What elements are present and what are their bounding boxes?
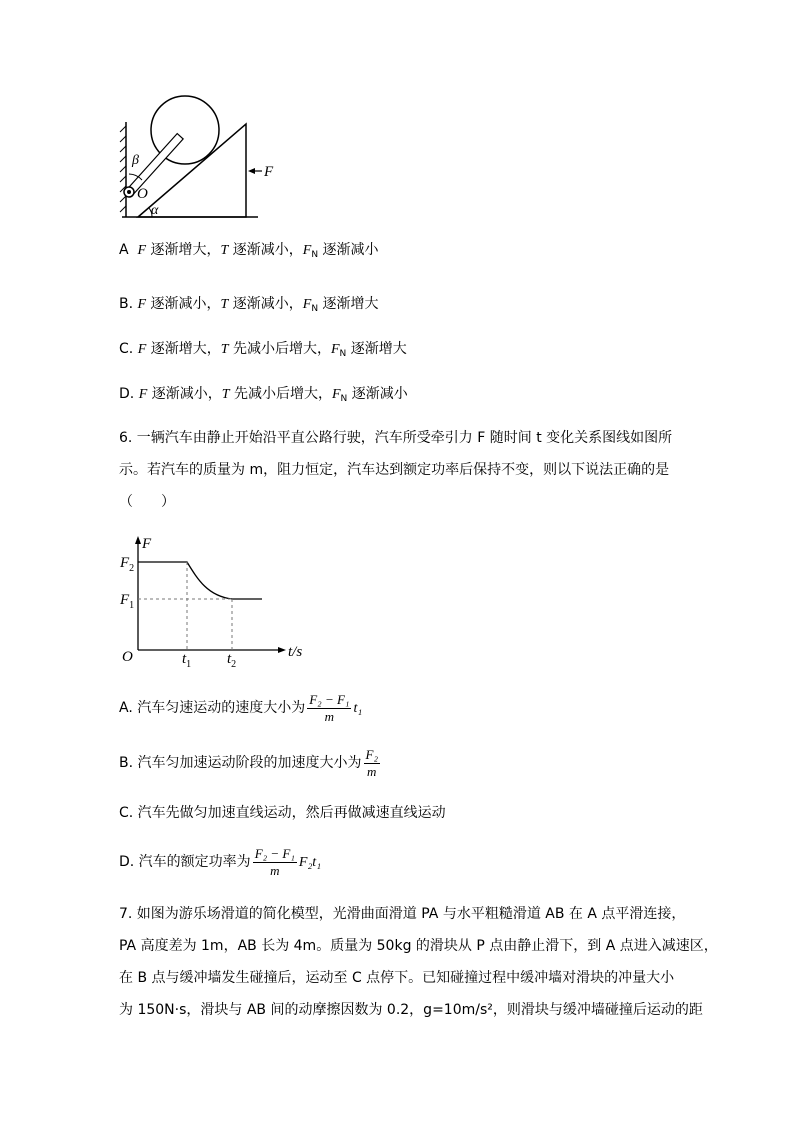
q6-option-b: B. 汽车匀加速运动阶段的加速度大小为 $\frac{\text{F₂}}{m}$ xyxy=(119,746,378,779)
q5-option-c: C. F 逐渐增大，T 先减小后增大，$F_N$ 逐渐增大 xyxy=(119,341,407,359)
q6-line-2: 示。若汽车的质量为 m，阻力恒定，汽车达到额定功率后保持不变，则以下说法正确的是 xyxy=(119,462,670,478)
force-curve xyxy=(138,562,262,599)
label-F: F xyxy=(264,164,274,180)
q6-line-3: （ ） xyxy=(119,494,175,510)
x-axis-arrow xyxy=(278,647,286,653)
fraction: $\frac{\text{F₂ − F₁}}{m}$ xyxy=(309,691,350,724)
label-alpha: α xyxy=(151,203,159,218)
q6-line-1: 6. 一辆汽车由静止开始沿平直公路行驶，汽车所受牵引力 F 随时间 t 变化关系图线如图所 xyxy=(119,430,673,446)
q7-line-2: PA 高度差为 1m，AB 长为 4m。质量为 50kg 的滑块从 P 点由静止滑下，到 A 点进入减速区， xyxy=(119,938,718,954)
graph-label-axis-t: t/s xyxy=(288,644,303,660)
force-arrowhead xyxy=(248,168,255,174)
label-O: O xyxy=(137,186,148,202)
graph-label-O: O xyxy=(122,649,133,665)
graph-label-t1: $t_1$ xyxy=(182,651,192,670)
q5-option-d: D. F 逐渐减小，T 先减小后增大，$F_N$ 逐渐减小 xyxy=(119,386,408,404)
q5-option-a: A F 逐渐增大，T 逐渐减小，$F_N$ 逐渐减小 xyxy=(119,242,379,260)
q6-option-d: D. 汽车的额定功率为 $\frac{\text{F₂ − F₁}}{m}$ F₂t₁ xyxy=(119,845,322,878)
q7-line-1: 7. 如图为游乐场滑道的简化模型，光滑曲面滑道 PA 与水平粗糙滑道 AB 在 A 点平滑连接， xyxy=(119,906,686,922)
q6-option-a: A. 汽车匀速运动的速度大小为 $\frac{\text{F₂ − F₁}}{m}$ t₁ xyxy=(119,691,363,724)
y-axis-arrow xyxy=(135,536,141,544)
wall-hatching xyxy=(120,126,126,212)
q5-option-b: B. F 逐渐减小，T 逐渐减小，$F_N$ 逐渐增大 xyxy=(119,296,379,314)
graph-label-t2: $t_2$ xyxy=(227,651,237,670)
q6-option-c: C. 汽车先做匀加速直线运动，然后再做减速直线运动 xyxy=(119,805,446,821)
graph-label-F: F xyxy=(142,536,152,552)
label-beta: β xyxy=(132,153,139,168)
fraction: $\frac{\text{F₂ − F₁}}{m}$ xyxy=(254,845,295,878)
figure-incline-ball xyxy=(110,90,290,225)
q7-line-3: 在 B 点与缓冲墙发生碰撞后，运动至 C 点停下。已知碰撞过程中缓冲墙对滑块的冲量大小 xyxy=(119,970,675,986)
graph-label-F1: $F_1$ xyxy=(120,592,135,611)
fraction: $\frac{\text{F₂}}{m}$ xyxy=(365,746,378,779)
pivot-inner xyxy=(127,190,131,194)
graph-label-F2: $F_2$ xyxy=(120,555,135,574)
q7-line-4: 为 150N·s，滑块与 AB 间的动摩擦因数为 0.2，g=10m/s²，则滑块与缓冲墙碰撞后运动的距 xyxy=(119,1002,703,1018)
force-time-graph xyxy=(112,530,312,670)
